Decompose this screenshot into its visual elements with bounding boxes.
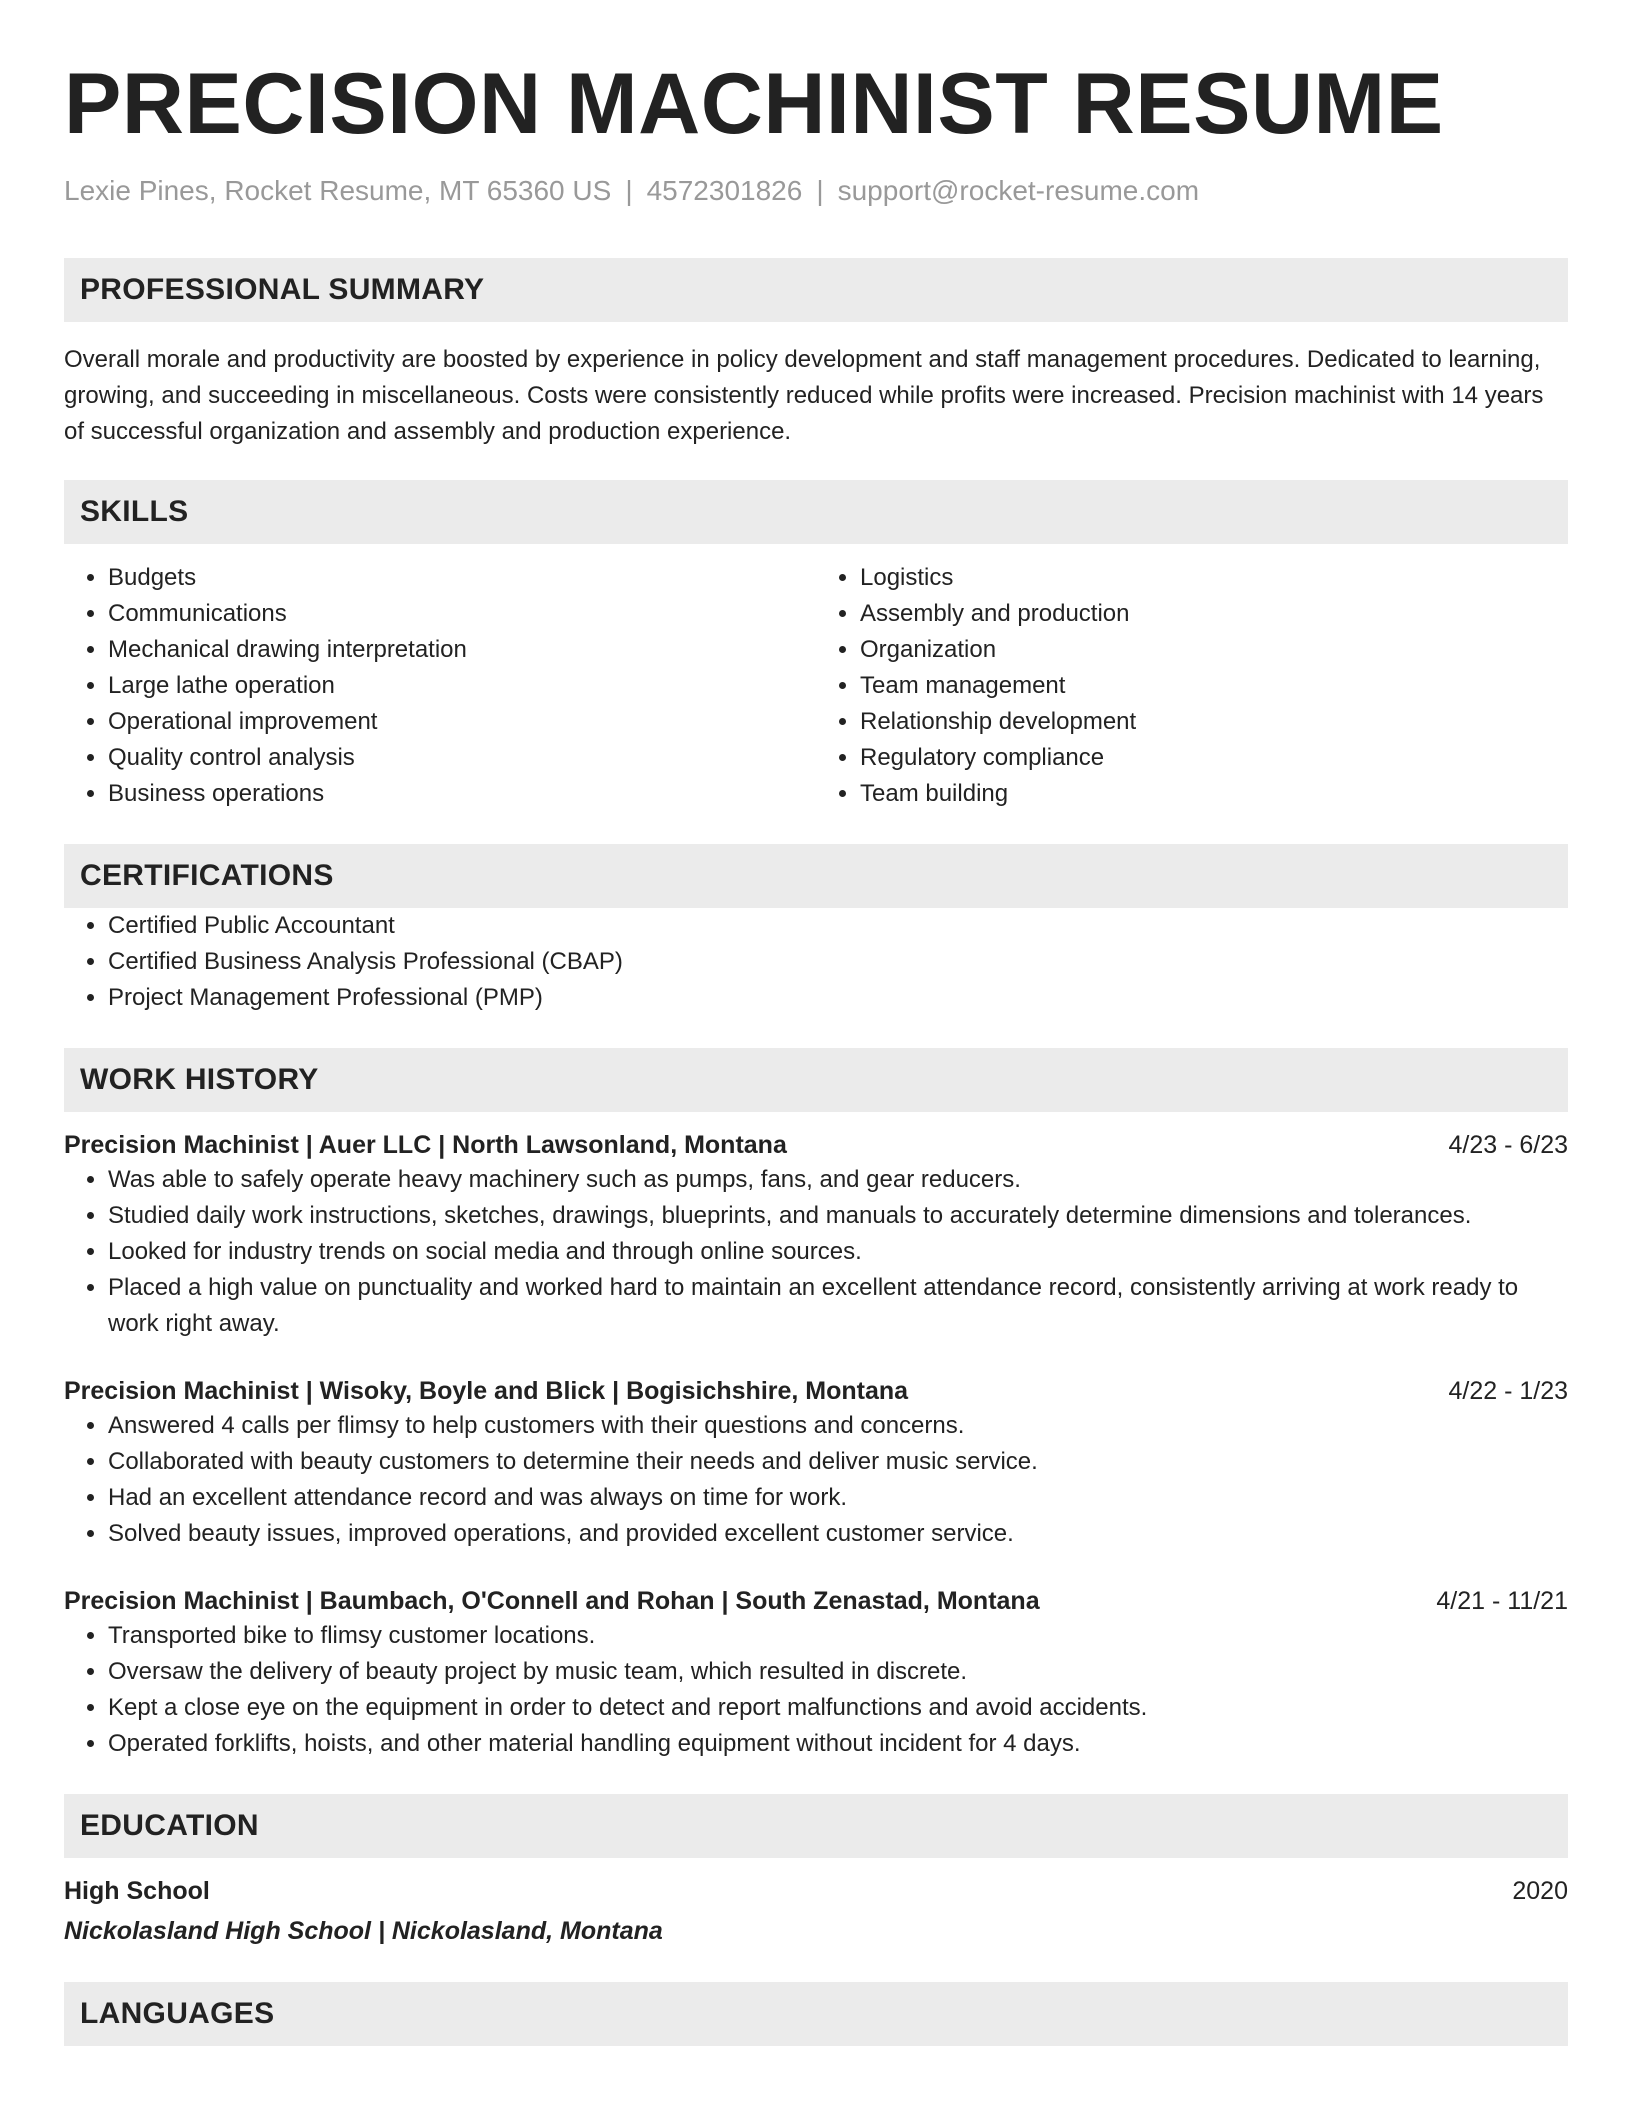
job-bullets — [64, 1408, 1568, 1552]
contact-email: support@rocket-resume.com — [837, 175, 1200, 206]
certification-item: • Certified Public Accountant — [108, 908, 1568, 944]
skills-columns — [64, 560, 1568, 812]
skill-item: • Assembly and production — [860, 596, 1568, 632]
skill-item: • Logistics — [860, 560, 1568, 596]
section-heading-skills: SKILLS — [64, 480, 1568, 544]
contact-line — [64, 174, 1568, 208]
certification-item: • Certified Business Analysis Professional (CBAP) — [108, 944, 1568, 980]
job-bullet: • Looked for industry trends on social media and through online sources. — [108, 1234, 1568, 1270]
job-bullet: • Kept a close eye on the equipment in order to detect and report malfunctions and avoid accidents. — [108, 1690, 1568, 1726]
job-bullets — [64, 1618, 1568, 1762]
skill-item: • Relationship development — [860, 704, 1568, 740]
section-heading-certifications: CERTIFICATIONS — [64, 844, 1568, 908]
job-bullets — [64, 1162, 1568, 1342]
contact-address: Lexie Pines, Rocket Resume, MT 65360 US — [64, 175, 612, 206]
job-bullet: • Operated forklifts, hoists, and other material handling equipment without incident for 4 days. — [108, 1726, 1568, 1762]
skill-item: • Communications — [108, 596, 816, 632]
skill-item: • Mechanical drawing interpretation — [108, 632, 816, 668]
skill-item: • Quality control analysis — [108, 740, 816, 776]
education-year: 2020 — [1512, 1877, 1568, 1905]
section-heading-languages: LANGUAGES — [64, 1982, 1568, 2046]
skill-item: • Business operations — [108, 776, 816, 812]
job-dates: 4/21 - 11/21 — [1436, 1587, 1568, 1615]
education-school: Nickolasland High School | Nickolasland, Montana — [64, 1917, 663, 1945]
section-heading-summary: PROFESSIONAL SUMMARY — [64, 258, 1568, 322]
job-bullet: • Transported bike to flimsy customer locations. — [108, 1618, 1568, 1654]
contact-separator: | — [625, 175, 633, 206]
job-bullet: • Answered 4 calls per flimsy to help customers with their questions and concerns. — [108, 1408, 1568, 1444]
contact-separator: | — [816, 175, 824, 206]
section-heading-education: EDUCATION — [64, 1794, 1568, 1858]
job-title: Precision Machinist | Auer LLC | North Lawsonland, Montana — [64, 1131, 787, 1159]
skill-item: • Operational improvement — [108, 704, 816, 740]
skill-item: • Team management — [860, 668, 1568, 704]
job-bullet: • Was able to safely operate heavy machinery such as pumps, fans, and gear reducers. — [108, 1162, 1568, 1198]
skill-item: • Organization — [860, 632, 1568, 668]
skill-item: • Team building — [860, 776, 1568, 812]
job-bullet: • Collaborated with beauty customers to determine their needs and deliver music service. — [108, 1444, 1568, 1480]
resume-title: PRECISION MACHINIST RESUME — [64, 56, 1444, 152]
job-title: Precision Machinist | Wisoky, Boyle and Blick | Bogisichshire, Montana — [64, 1377, 909, 1405]
job-bullet: • Studied daily work instructions, sketches, drawings, blueprints, and manuals to accurately determine dimensions and tolerances. — [108, 1198, 1568, 1234]
summary-text: Overall morale and productivity are boosted by experience in policy development and staff management procedures. Dedicated to learning, growing, and succeeding in miscellaneous. Costs were consistently reduced while profits were increased. Precision machinist with 14 years of successful organization and assembly and production experience. — [64, 346, 1544, 445]
skill-item: • Large lathe operation — [108, 668, 816, 704]
job-header — [64, 1584, 1568, 1618]
job-header — [64, 1374, 1568, 1408]
job-bullet: • Had an excellent attendance record and was always on time for work. — [108, 1480, 1568, 1516]
job-title: Precision Machinist | Baumbach, O'Connell and Rohan | South Zenastad, Montana — [64, 1587, 1040, 1615]
job-bullet: • Oversaw the delivery of beauty project by music team, which resulted in discrete. — [108, 1654, 1568, 1690]
section-heading-work-history: WORK HISTORY — [64, 1048, 1568, 1112]
job-header — [64, 1128, 1568, 1162]
job-bullet: • Placed a high value on punctuality and worked hard to maintain an excellent attendance record, consistently arriving at work ready to work right away. — [108, 1270, 1568, 1342]
skills-list-left — [64, 560, 816, 812]
certifications-list — [64, 908, 1568, 1016]
job-bullet: • Solved beauty issues, improved operations, and provided excellent customer service. — [108, 1516, 1568, 1552]
education-degree: High School — [64, 1877, 210, 1905]
contact-phone: 4572301826 — [646, 175, 803, 206]
skill-item: • Regulatory compliance — [860, 740, 1568, 776]
job-dates: 4/23 - 6/23 — [1448, 1131, 1568, 1159]
education-header — [64, 1874, 1568, 1908]
certification-item: • Project Management Professional (PMP) — [108, 980, 1568, 1016]
skill-item: • Budgets — [108, 560, 816, 596]
skills-list-right — [816, 560, 1568, 812]
job-dates: 4/22 - 1/23 — [1448, 1377, 1568, 1405]
